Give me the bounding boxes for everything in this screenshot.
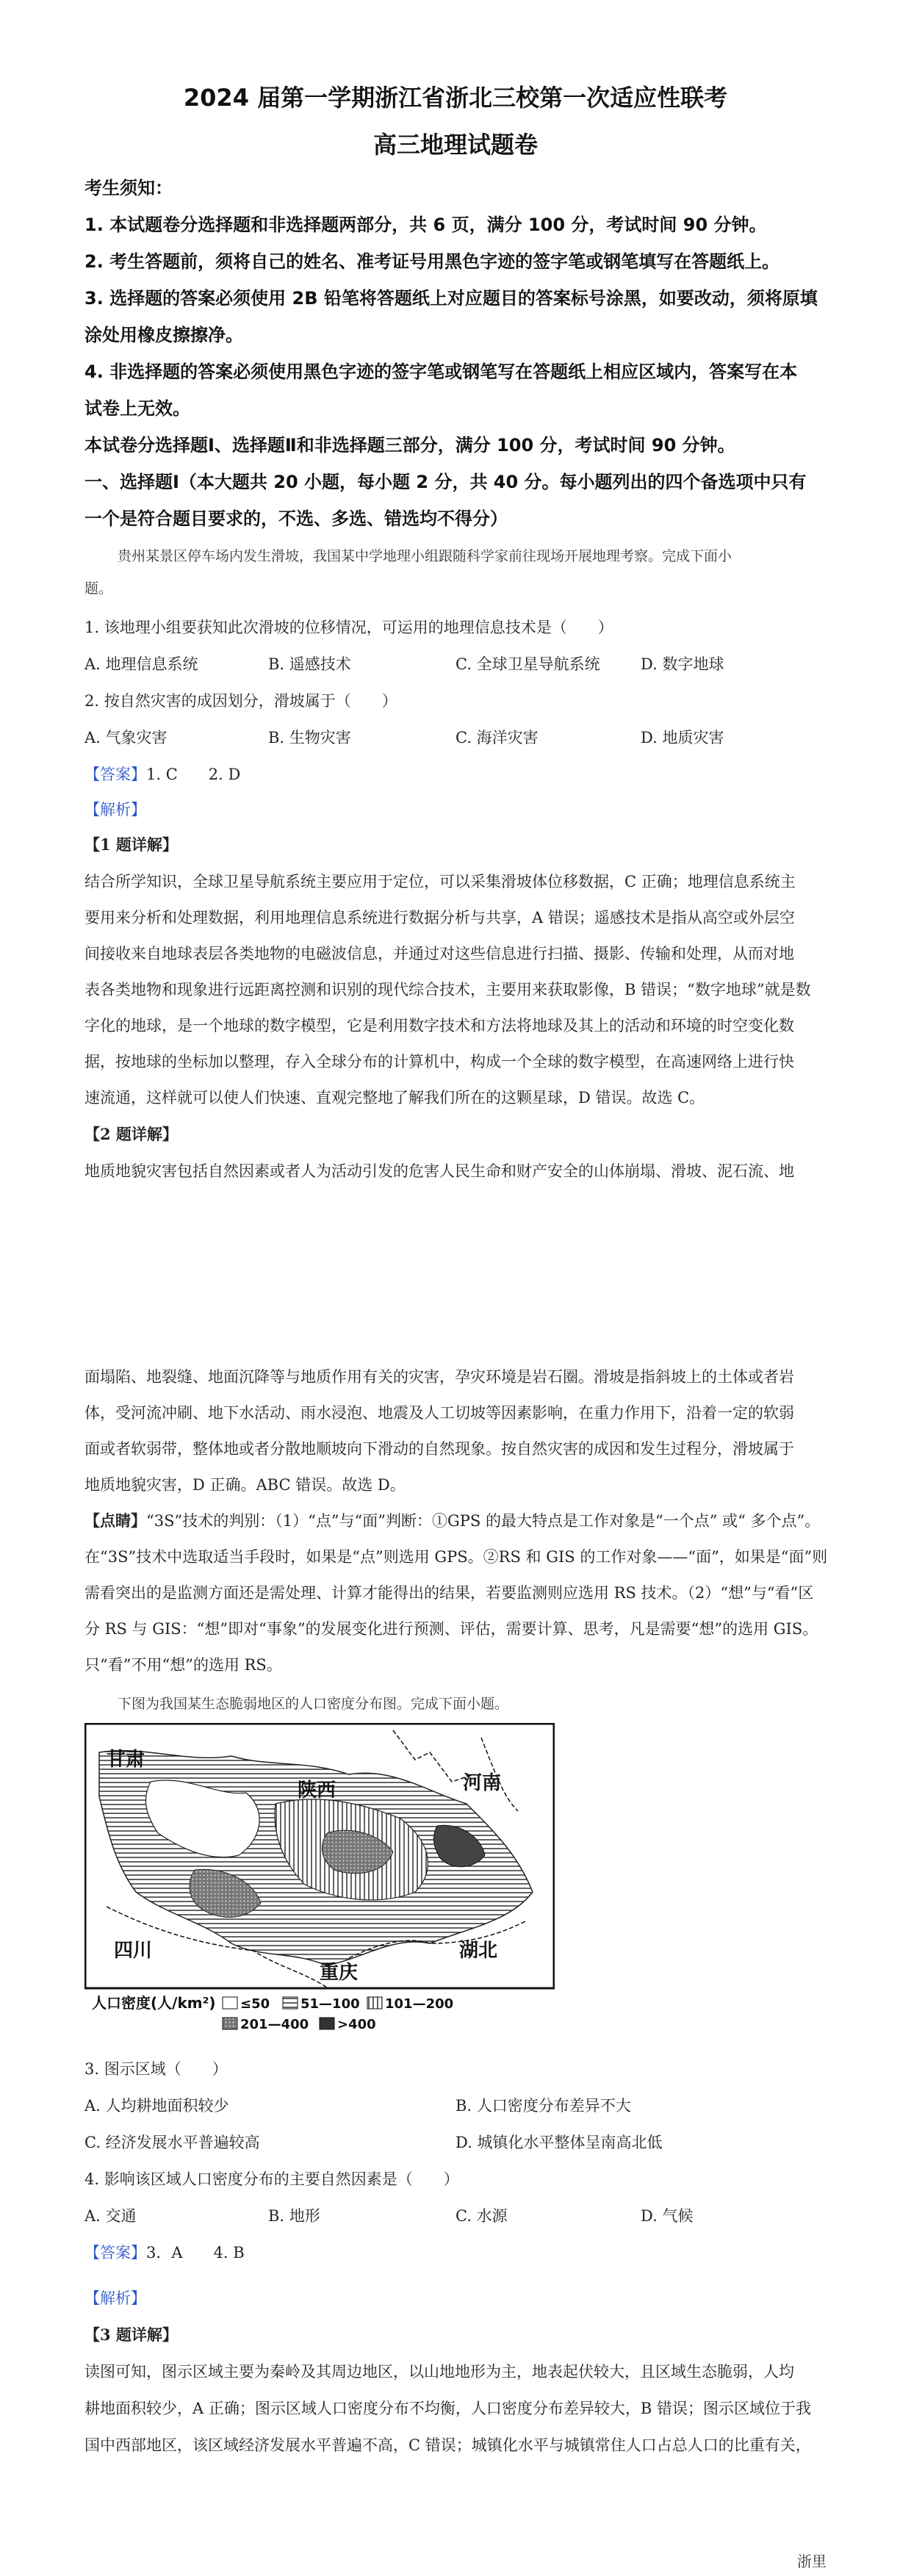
- q4-option-b: B. 地形: [268, 2207, 320, 2225]
- q3-option-a: A. 人均耕地面积较少: [84, 2097, 229, 2115]
- notice-line: 2. 考生答题前，须将自己的姓名、准考证号用黑色字迹的签字笔或钢笔填写在答题纸上。: [84, 251, 780, 272]
- detail-1-line: 速流通，这样就可以使人们快速、直观完整地了解我们所在的这颗星球，D 错误。故选 C。: [84, 1089, 705, 1107]
- point-line: 分 RS 与 GIS：“想”即对“事象”的发展变化进行预测、评估，需要计算、思考，凡是需要“想”的选用 GIS。: [84, 1620, 818, 1638]
- point-line: 只“看”不用“想”的选用 RS。: [84, 1656, 282, 1674]
- answer-text: 1. C 2. D: [146, 766, 241, 783]
- notice-heading: 考生须知：: [84, 178, 173, 198]
- detail-1-line: 表各类地物和现象进行远距离控测和识别的现代综合技术，主要用来获取影像，B 错误；“数字地球”就是数: [84, 981, 811, 999]
- question-3: 3. 图示区域（ ）: [84, 2060, 228, 2078]
- legend-title: 人口密度(人/km²): [92, 1994, 216, 2012]
- point-line: 需看突出的是监测方面还是需处理、计算才能得出的结果，若要监测则应选用 RS 技术。（2）“想”与“看”区: [84, 1584, 814, 1602]
- detail-1-line: 据，按地球的坐标加以整理，存入全球分布的计算机中，构成一个全球的数字模型，在高速网络上进行快: [84, 1053, 794, 1071]
- detail-3-line: 耕地面积较少，A 正确；图示区域人口密度分布不均衡，人口密度分布差异较大，B 错误；图示区域位于我: [84, 2400, 811, 2417]
- map-label-henan: 河南: [463, 1772, 502, 1794]
- question-4: 4. 影响该区域人口密度分布的主要自然因素是（ ）: [84, 2170, 459, 2188]
- q2-option-a: A. 气象灾害: [84, 729, 168, 746]
- notice-line: 涂处用橡皮擦擦净。: [84, 325, 243, 345]
- q2-option-d: D. 地质灾害: [641, 729, 724, 746]
- legend-swatch-400: [223, 2018, 237, 2029]
- legend-label: 51—100: [300, 1996, 360, 2012]
- legend-swatch-50: [223, 1997, 237, 2009]
- q2-option-b: B. 生物灾害: [268, 729, 351, 746]
- detail-2-line: 地质地貌灾害，D 正确。ABC 错误。故选 D。: [84, 1476, 406, 1494]
- question-1: 1. 该地理小组要获知此次滑坡的位移情况，可运用的地理信息技术是（ ）: [84, 619, 613, 636]
- group1-stem: 贵州某景区停车场内发生滑坡，我国某中学地理小组跟随科学家前往现场开展地理考察。完成下面小: [118, 548, 732, 564]
- map-label-sichuan: 四川: [114, 1940, 153, 1962]
- legend-label: 201—400: [240, 2017, 309, 2032]
- answer-tag: 【答案】: [84, 766, 146, 783]
- notice-line: 4. 非选择题的答案必须使用黑色字迹的签字笔或钢笔写在答题纸上相应区域内，答案写在本: [84, 361, 798, 382]
- detail-1-line: 字化的地球，是一个地球的数字模型，它是利用数字技术和方法将地球及其上的活动和环境的时空变化数: [84, 1017, 794, 1035]
- footer-mark: 浙里: [797, 2552, 827, 2570]
- q3-option-d: D. 城镇化水平整体呈南高北低: [455, 2134, 663, 2151]
- legend-label: ≤50: [240, 1996, 270, 2012]
- notice-line: 3. 选择题的答案必须使用 2B 铅笔将答题纸上对应题目的答案标号涂黑，如要改动，须将原填: [84, 288, 818, 309]
- detail-2-line: 体，受河流冲刷、地下水活动、雨水浸泡、地震及人工切坡等因素影响，在重力作用下，沿着一定的软弱: [84, 1404, 794, 1422]
- answer-line: [84, 2241, 245, 2263]
- detail-1-tag: 【1 题详解】: [84, 835, 178, 854]
- q4-option-c: C. 水源: [455, 2207, 508, 2225]
- point-text: “3S”技术的判别：（1）“点”与“面”判断：①GPS 的最大特点是工作对象是“一个点” 或“ 多个点”。: [146, 1512, 821, 1530]
- map-label-hubei: 湖北: [459, 1940, 498, 1962]
- legend-swatch-100: [283, 1997, 298, 2009]
- detail-3-tag: 【3 题详解】: [84, 2325, 178, 2344]
- q4-option-a: A. 交通: [84, 2207, 137, 2225]
- question-2: 2. 按自然灾害的成因划分，滑坡属于（ ）: [84, 692, 397, 710]
- detail-2-line: 面塌陷、地裂缝、地面沉降等与地质作用有关的灾害，孕灾环境是岩石圈。滑坡是指斜坡上的土体或者岩: [84, 1368, 794, 1386]
- detail-3-line: 国中西部地区，该区域经济发展水平普遍不高，C 错误；城镇化水平与城镇常住人口占总人口的比重有关，: [84, 2436, 811, 2454]
- section-heading: 一个是符合题目要求的，不选、多选、错选均不得分）: [84, 508, 508, 529]
- q3-option-c: C. 经济发展水平普遍较高: [84, 2134, 260, 2151]
- answer-text: 3．A 4. B: [146, 2244, 245, 2262]
- detail-1-line: 间接收来自地球表层各类地物的电磁波信息，并通过对这些信息进行扫描、摄影、传输和处理，从而对地: [84, 945, 794, 963]
- point-line: [84, 1509, 820, 1531]
- group2-stem: 下图为我国某生态脆弱地区的人口密度分布图。完成下面小题。: [118, 1696, 509, 1712]
- notice-line: 试卷上无效。: [84, 398, 190, 419]
- detail-2-line: 面或者软弱带，整体地或者分散地顺坡向下滑动的自然现象。按自然灾害的成因和发生过程分，滑坡属于: [84, 1440, 794, 1458]
- detail-1-line: 结合所学知识，全球卫星导航系统主要应用于定位，可以采集滑坡体位移数据，C 正确；地理信息系统主: [84, 873, 796, 891]
- answer-tag: 【答案】: [84, 2244, 146, 2262]
- notice-line: 1. 本试题卷分选择题和非选择题两部分，共 6 页，满分 100 分，考试时间 90 分钟。: [84, 215, 767, 235]
- q1-option-d: D. 数字地球: [641, 655, 724, 673]
- map-label-gansu: 甘肃: [107, 1749, 145, 1771]
- detail-2-tag: 【2 题详解】: [84, 1125, 178, 1143]
- q3-option-b: B. 人口密度分布差异不大: [455, 2097, 631, 2115]
- map-figure: [84, 1723, 555, 2039]
- map-label-shaanxi: 陕西: [298, 1780, 336, 1802]
- q4-option-d: D. 气候: [641, 2207, 694, 2225]
- legend-label: 101—200: [385, 1996, 454, 2012]
- analysis-tag: 【解析】: [84, 801, 146, 819]
- legend-swatch-over-400: [320, 2018, 334, 2029]
- map-label-chongqing: 重庆: [320, 1962, 359, 1984]
- detail-3-line: 读图可知，图示区域主要为秦岭及其周边地区，以山地地形为主，地表起伏较大，且区域生态脆弱，人均: [84, 2363, 794, 2381]
- population-density-map: [84, 1723, 555, 2039]
- point-tag: 【点睛】: [84, 1511, 146, 1530]
- q1-option-b: B. 遥感技术: [268, 655, 351, 673]
- q2-option-c: C. 海洋灾害: [455, 729, 539, 746]
- exam-title: 2024 届第一学期浙江省浙北三校第一次适应性联考: [183, 84, 728, 112]
- exam-subtitle: 高三地理试题卷: [372, 131, 538, 159]
- legend-label: >400: [337, 2017, 376, 2032]
- analysis-tag: 【解析】: [84, 2289, 146, 2307]
- detail-2-line: 地质地貌灾害包括自然因素或者人为活动引发的危害人民生命和财产安全的山体崩塌、滑坡、泥石流、地: [84, 1162, 794, 1180]
- detail-1-line: 要用来分析和处理数据，利用地理信息系统进行数据分析与共享，A 错误；遥感技术是指从高空或外层空: [84, 909, 795, 927]
- answer-line: [84, 763, 240, 785]
- group1-stem: 题。: [84, 580, 113, 597]
- q1-option-c: C. 全球卫星导航系统: [455, 655, 600, 673]
- section-heading: 一、选择题Ⅰ（本大题共 20 小题，每小题 2 分，共 40 分。每小题列出的四个备选项中只有: [84, 472, 807, 492]
- notice-line: 本试卷分选择题Ⅰ、选择题Ⅱ和非选择题三部分，满分 100 分，考试时间 90 分钟。: [84, 435, 735, 456]
- legend-swatch-200: [367, 1997, 382, 2009]
- point-line: 在“3S”技术中选取适当手段时，如果是“点”则选用 GPS。②RS 和 GIS 的工作对象——“面”，如果是“面”则: [84, 1548, 828, 1566]
- q1-option-a: A. 地理信息系统: [84, 655, 198, 673]
